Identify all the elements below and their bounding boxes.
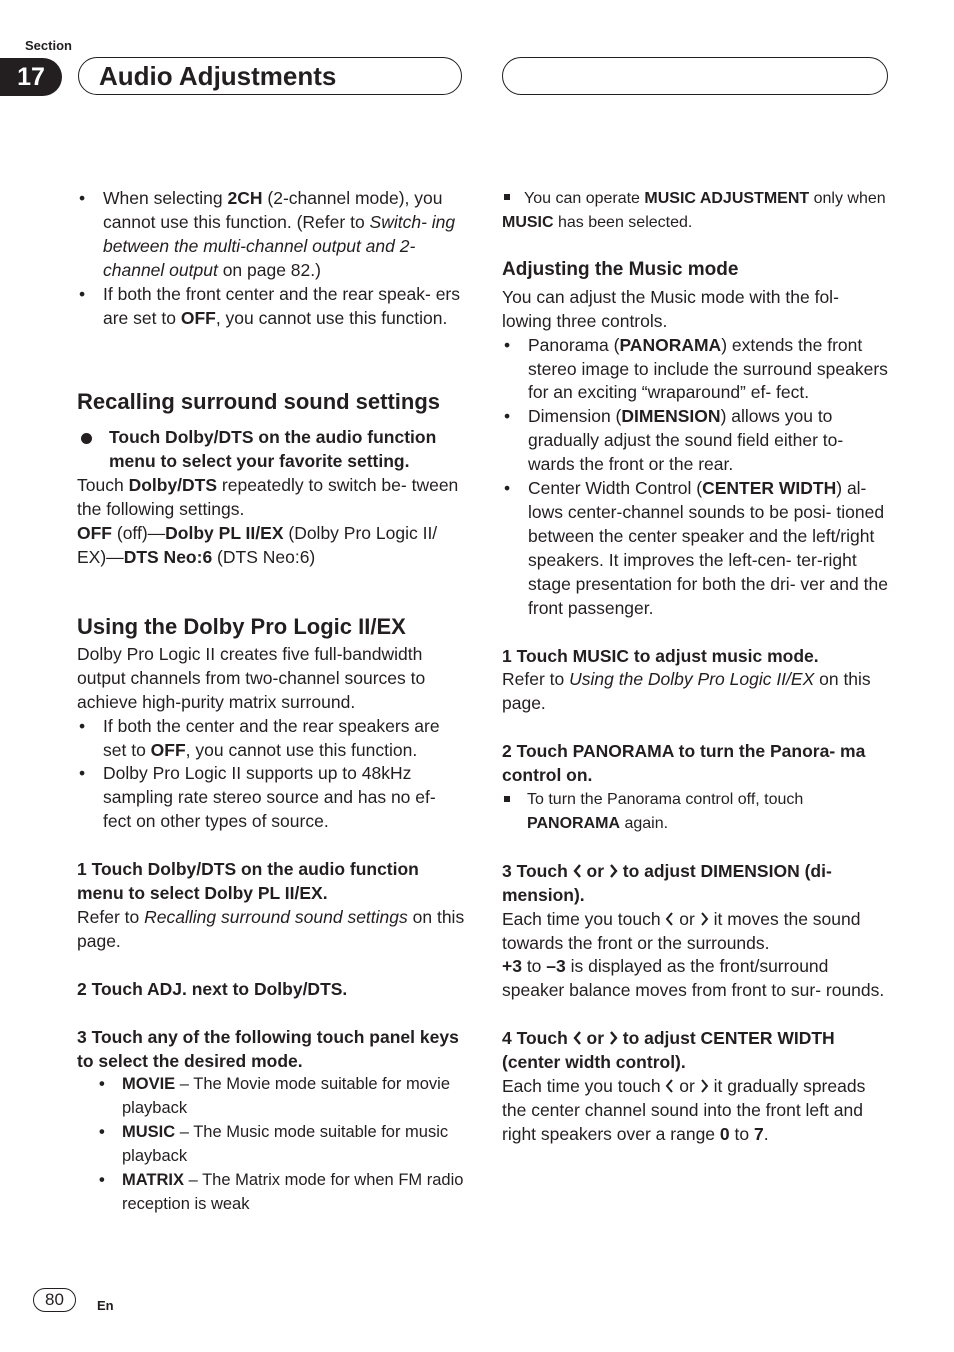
right-step-4-title: [502, 1027, 892, 1075]
text: or: [674, 1076, 700, 1097]
step-1-title: 1 Touch Dolby/DTS on the audio function menu to select Dolby PL II/EX.: [77, 859, 419, 904]
dolby-bullet-48khz: • Dolby Pro Logic II supports up to 48kHz sampling rate stereo source and has no ef- fect on other types of source.: [77, 762, 467, 834]
step-1-body: [77, 906, 467, 954]
text: When selecting: [103, 188, 228, 208]
text: MUSIC: [122, 1123, 176, 1142]
section-label: Section: [25, 38, 72, 53]
instruction-recall: Touch Dolby/DTS on the audio function menu to select your favorite setting.: [77, 426, 467, 474]
text: OFF: [77, 523, 112, 544]
text: CENTER WIDTH: [702, 478, 837, 499]
text: is displayed as the front/surround speaker balance moves from front to sur- rounds.: [502, 956, 885, 1001]
text: again.: [620, 814, 669, 832]
text: Panorama (: [528, 334, 620, 355]
page-title-text: Audio Adjustments: [99, 60, 337, 91]
text: MATRIX: [122, 1171, 185, 1190]
text: DIMENSION: [621, 406, 721, 427]
step-2-title: 2 Touch ADJ. next to Dolby/DTS.: [77, 978, 348, 999]
text: Dolby/DTS: [128, 475, 218, 496]
text: only when: [809, 190, 886, 207]
heading-dolby-pro-logic: Using the Dolby Pro Logic II/EX: [77, 613, 406, 639]
text: or: [581, 860, 609, 881]
text: DTS Neo:6: [123, 546, 213, 567]
control-center-width: [502, 477, 892, 620]
settings-sequence: [77, 522, 467, 570]
chevron-left-icon: [573, 1031, 582, 1045]
text: To turn the Panorama control off, touch: [527, 791, 804, 809]
right-step-1-title: 1 Touch MUSIC to adjust music mode.: [502, 645, 819, 666]
text: on page 82.): [217, 259, 321, 280]
text: to adjust CENTER WIDTH (center width control).: [502, 1028, 835, 1073]
text: or: [581, 1028, 609, 1049]
text: on this page.: [77, 906, 465, 951]
text: PANORAMA: [527, 814, 621, 832]
text: 3 Touch: [502, 860, 573, 881]
text: – The Movie mode suitable for movie playback: [122, 1075, 451, 1118]
right-step-2-note: [502, 788, 892, 836]
right-step-3-title: [502, 860, 892, 908]
text: ) extends the front stereo image to include the surround speakers for an exciting “wraparound” ef- fect.: [528, 334, 888, 403]
text: 7: [753, 1123, 764, 1144]
heading-recalling-surround: Recalling surround sound settings: [77, 389, 441, 415]
music-intro: You can adjust the Music mode with the fol- lowing three controls.: [502, 286, 839, 331]
chevron-left-icon: [573, 864, 582, 878]
dolby-intro: Dolby Pro Logic II creates five full-bandwidth output channels from two-channel sources to achieve high-purity matrix surround.: [77, 643, 426, 712]
section-number: 17: [0, 58, 62, 96]
text: 4 Touch: [502, 1028, 573, 1049]
text: If both the center and the rear speakers are set to: [103, 715, 440, 760]
text: it gradually spreads the center channel sound into the front left and right speakers over a range: [502, 1076, 866, 1144]
text: has been selected.: [553, 213, 693, 231]
text: Center Width Control (: [528, 478, 703, 499]
text: MUSIC: [502, 213, 554, 231]
header-right-frame: [502, 57, 888, 95]
text: it moves the sound towards the front or the surrounds.: [502, 908, 861, 953]
text: or: [674, 908, 700, 929]
dolby-bullet-off: [77, 715, 467, 763]
left-column: [77, 187, 467, 1217]
mode-item-matrix: [77, 1169, 467, 1217]
chevron-right-icon: [609, 1031, 618, 1045]
text: MUSIC ADJUSTMENT: [644, 190, 810, 207]
link-text: Switch- ing between the multi-channel output and 2-channel output: [103, 211, 456, 280]
link-text: Recalling surround sound settings: [144, 906, 408, 927]
right-step-1-body: [502, 668, 892, 716]
page-title: [78, 57, 462, 95]
text: Touch: [77, 475, 129, 496]
link-text: Using the Dolby Pro Logic II/EX: [569, 669, 815, 690]
text: Refer to: [502, 669, 570, 690]
text: .: [763, 1123, 769, 1144]
text: , you cannot use this function.: [215, 307, 448, 328]
text: +3: [502, 956, 522, 977]
text: – The Music mode suitable for music playback: [122, 1123, 449, 1166]
heading-adjusting-music: Adjusting the Music mode: [502, 258, 739, 280]
text: Refer to: [77, 906, 145, 927]
text: ) al- lows center-channel sounds to be posi- tioned between the center speaker and the left/right speakers. It improves the left-cen- ter-right stage presentation for both the dri- ver and the front passenger.: [528, 478, 888, 618]
text: Dimension (: [528, 406, 622, 427]
note-square-icon: [504, 194, 510, 200]
control-panorama: [502, 334, 892, 406]
right-step-3-body: [502, 908, 892, 956]
bullet-speakers-off: [77, 283, 467, 331]
text: 0: [719, 1123, 730, 1144]
recall-body: [77, 474, 467, 522]
chevron-right-icon: [700, 1079, 709, 1093]
language-label: En: [97, 1298, 114, 1313]
text: (2-channel mode), you cannot use this function. (Refer to: [103, 188, 443, 232]
text: (DTS Neo:6): [212, 546, 316, 567]
text: PANORAMA: [619, 334, 722, 355]
text: to adjust DIMENSION (di- mension).: [502, 860, 832, 905]
text: ) allows you to gradually adjust the sound field either to- wards the front or the rear.: [528, 406, 844, 475]
text: repeatedly to switch be- tween the following settings.: [77, 475, 459, 520]
right-step-3-body-2: [502, 955, 892, 1003]
page-number: 80: [33, 1288, 76, 1312]
text: If both the front center and the rear speak- ers are set to: [103, 283, 461, 328]
mode-item-movie: [77, 1073, 467, 1121]
chevron-right-icon: [700, 912, 709, 926]
text: 2CH: [227, 188, 263, 208]
text: (Dolby Pro Logic II/ EX)—: [77, 523, 438, 567]
control-dimension: [502, 405, 892, 477]
bullet-2ch: [77, 187, 467, 283]
text: , you cannot use this function.: [185, 739, 418, 760]
mode-item-music: [77, 1121, 467, 1169]
text: Dolby PL II/EX: [165, 523, 284, 544]
text: OFF: [150, 739, 186, 760]
right-step-4-body: [502, 1075, 892, 1147]
text: Each time you touch: [502, 908, 666, 929]
chevron-right-icon: [609, 864, 618, 878]
right-step-2-title: 2 Touch PANORAMA to turn the Panora- ma control on.: [502, 741, 866, 786]
right-column: [502, 187, 892, 1147]
text: –3: [546, 956, 566, 977]
text: to: [521, 956, 547, 977]
text: to: [729, 1123, 754, 1144]
step-3-title: 3 Touch any of the following touch panel keys to select the desired mode.: [77, 1026, 459, 1071]
text: – The Matrix mode for when FM radio reception is weak: [122, 1171, 464, 1213]
text: You can operate: [524, 190, 645, 207]
text: on this page.: [502, 669, 871, 714]
text: (off)—: [112, 523, 166, 544]
text: Each time you touch: [502, 1076, 666, 1097]
text: MOVIE: [122, 1075, 176, 1094]
note-music-adjustment: [502, 187, 892, 235]
note-square-icon: [504, 796, 510, 802]
text: OFF: [180, 307, 216, 328]
